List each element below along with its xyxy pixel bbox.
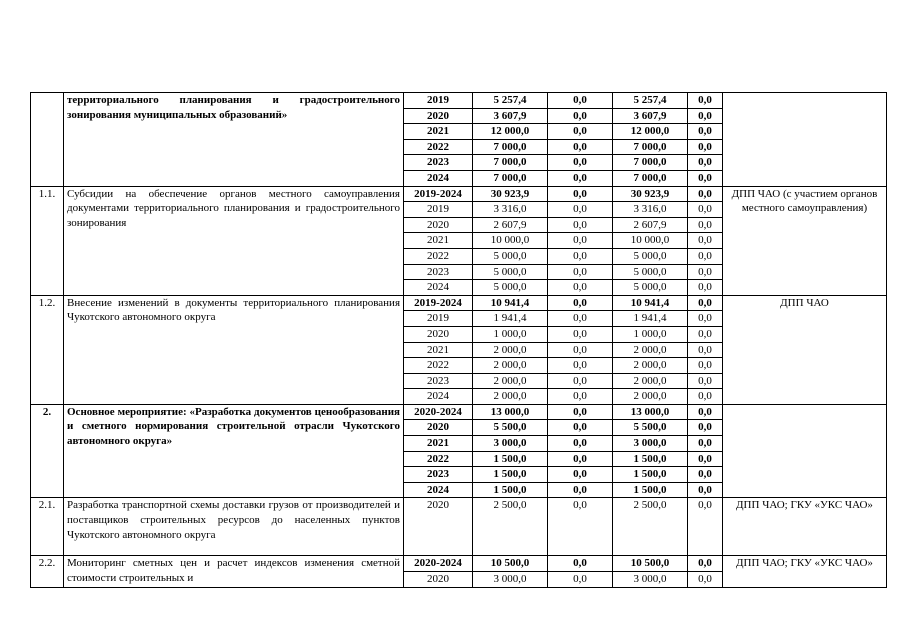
funding-source-2-cell: 10 000,0 [613,233,688,249]
funding-source-3-cell: 0,0 [688,93,723,109]
year-cell: 2024 [404,482,473,498]
year-cell: 2023 [404,467,473,483]
total-funding-cell: 10 500,0 [473,556,548,572]
year-cell: 2020-2024 [404,404,473,420]
funding-source-1-cell: 0,0 [548,170,613,186]
funding-source-1-cell: 0,0 [548,248,613,264]
funding-source-1-cell: 0,0 [548,556,613,572]
year-cell: 2020 [404,498,473,556]
funding-source-2-cell: 2 000,0 [613,373,688,389]
funding-source-3-cell: 0,0 [688,139,723,155]
funding-source-3-cell: 0,0 [688,436,723,452]
funding-source-3-cell: 0,0 [688,186,723,202]
total-funding-cell: 13 000,0 [473,404,548,420]
year-cell: 2019-2024 [404,186,473,202]
item-number: 1.1. [31,186,64,295]
year-cell: 2020 [404,108,473,124]
total-funding-cell: 2 607,9 [473,217,548,233]
funding-source-1-cell: 0,0 [548,108,613,124]
item-number [31,93,64,187]
total-funding-cell: 1 500,0 [473,451,548,467]
total-funding-cell: 7 000,0 [473,170,548,186]
funding-source-2-cell: 2 500,0 [613,498,688,556]
year-cell: 2024 [404,170,473,186]
funding-source-2-cell: 10 941,4 [613,295,688,311]
year-cell: 2022 [404,451,473,467]
responsible-executor: ДПП ЧАО; ГКУ «УКС ЧАО» [723,498,887,556]
year-cell: 2019 [404,202,473,218]
funding-source-1-cell: 0,0 [548,436,613,452]
funding-source-3-cell: 0,0 [688,295,723,311]
funding-source-2-cell: 7 000,0 [613,170,688,186]
total-funding-cell: 5 000,0 [473,280,548,296]
year-cell: 2019 [404,93,473,109]
year-cell: 2024 [404,389,473,405]
funding-source-3-cell: 0,0 [688,202,723,218]
year-cell: 2020 [404,217,473,233]
funding-source-1-cell: 0,0 [548,202,613,218]
year-cell: 2024 [404,280,473,296]
funding-source-3-cell: 0,0 [688,108,723,124]
funding-source-1-cell: 0,0 [548,124,613,140]
funding-source-2-cell: 3 607,9 [613,108,688,124]
funding-source-3-cell: 0,0 [688,170,723,186]
funding-source-3-cell: 0,0 [688,155,723,171]
funding-source-1-cell: 0,0 [548,186,613,202]
funding-source-3-cell: 0,0 [688,342,723,358]
funding-source-2-cell: 5 257,4 [613,93,688,109]
funding-source-1-cell: 0,0 [548,280,613,296]
funding-source-1-cell: 0,0 [548,311,613,327]
funding-source-1-cell: 0,0 [548,572,613,588]
year-cell: 2020 [404,572,473,588]
funding-source-1-cell: 0,0 [548,233,613,249]
total-funding-cell: 1 500,0 [473,482,548,498]
funding-source-2-cell: 30 923,9 [613,186,688,202]
table-row [31,186,887,202]
funding-source-1-cell: 0,0 [548,139,613,155]
year-cell: 2023 [404,373,473,389]
total-funding-cell: 10 000,0 [473,233,548,249]
total-funding-cell: 12 000,0 [473,124,548,140]
funding-source-2-cell: 2 000,0 [613,358,688,374]
funding-source-2-cell: 7 000,0 [613,139,688,155]
item-number: 2. [31,404,64,498]
total-funding-cell: 7 000,0 [473,139,548,155]
total-funding-cell: 5 257,4 [473,93,548,109]
table-row [31,404,887,420]
total-funding-cell: 1 000,0 [473,326,548,342]
table-row [31,498,887,556]
funding-source-3-cell: 0,0 [688,451,723,467]
funding-source-3-cell: 0,0 [688,482,723,498]
funding-source-2-cell: 2 607,9 [613,217,688,233]
total-funding-cell: 1 500,0 [473,467,548,483]
total-funding-cell: 5 000,0 [473,264,548,280]
funding-source-1-cell: 0,0 [548,420,613,436]
funding-source-2-cell: 5 000,0 [613,248,688,264]
funding-source-1-cell: 0,0 [548,217,613,233]
funding-source-1-cell: 0,0 [548,342,613,358]
funding-source-3-cell: 0,0 [688,311,723,327]
funding-source-3-cell: 0,0 [688,264,723,280]
funding-source-2-cell: 5 500,0 [613,420,688,436]
table-row [31,93,887,109]
item-description: Разработка транспортной схемы доставки грузов от производителей и поставщиков строительных ресурсов до населенных пунктов Чукотского автономного округа [64,498,404,556]
total-funding-cell: 2 000,0 [473,373,548,389]
funding-source-2-cell: 2 000,0 [613,342,688,358]
funding-source-2-cell: 7 000,0 [613,155,688,171]
funding-source-1-cell: 0,0 [548,451,613,467]
funding-source-2-cell: 10 500,0 [613,556,688,572]
total-funding-cell: 2 000,0 [473,342,548,358]
funding-source-1-cell: 0,0 [548,358,613,374]
year-cell: 2020-2024 [404,556,473,572]
total-funding-cell: 2 000,0 [473,358,548,374]
table-row [31,556,887,572]
year-cell: 2021 [404,436,473,452]
funding-source-2-cell: 2 000,0 [613,389,688,405]
funding-source-3-cell: 0,0 [688,498,723,556]
total-funding-cell: 3 000,0 [473,572,548,588]
funding-source-3-cell: 0,0 [688,420,723,436]
funding-source-3-cell: 0,0 [688,404,723,420]
funding-source-2-cell: 13 000,0 [613,404,688,420]
funding-source-1-cell: 0,0 [548,93,613,109]
funding-source-2-cell: 5 000,0 [613,280,688,296]
item-description: Основное мероприятие: «Разработка документов ценообразования и сметного нормирования строительной отрасли Чукотского автономного округа» [64,404,404,498]
total-funding-cell: 5 000,0 [473,248,548,264]
total-funding-cell: 1 941,4 [473,311,548,327]
year-cell: 2021 [404,233,473,249]
funding-source-3-cell: 0,0 [688,556,723,572]
responsible-executor [723,404,887,498]
funding-source-2-cell: 1 500,0 [613,467,688,483]
responsible-executor: ДПП ЧАО; ГКУ «УКС ЧАО» [723,556,887,587]
total-funding-cell: 3 000,0 [473,436,548,452]
funding-source-2-cell: 3 000,0 [613,572,688,588]
program-funding-table [30,92,887,588]
funding-source-3-cell: 0,0 [688,572,723,588]
item-description: Внесение изменений в документы территориального планирования Чукотского автономного округа [64,295,404,404]
year-cell: 2021 [404,342,473,358]
funding-source-2-cell: 3 316,0 [613,202,688,218]
funding-source-1-cell: 0,0 [548,467,613,483]
funding-source-1-cell: 0,0 [548,264,613,280]
funding-source-3-cell: 0,0 [688,280,723,296]
funding-source-3-cell: 0,0 [688,248,723,264]
item-description: Мониторинг сметных цен и расчет индексов изменения сметной стоимости строительных и [64,556,404,587]
year-cell: 2023 [404,264,473,280]
funding-source-1-cell: 0,0 [548,326,613,342]
year-cell: 2021 [404,124,473,140]
funding-source-2-cell: 1 941,4 [613,311,688,327]
item-number: 1.2. [31,295,64,404]
table-row [31,295,887,311]
funding-source-1-cell: 0,0 [548,295,613,311]
item-description: территориального планирования и градостроительного зонирования муниципальных образований» [64,93,404,187]
year-cell: 2020 [404,326,473,342]
total-funding-cell: 7 000,0 [473,155,548,171]
funding-source-2-cell: 12 000,0 [613,124,688,140]
item-number: 2.2. [31,556,64,587]
funding-source-2-cell: 1 500,0 [613,451,688,467]
year-cell: 2019 [404,311,473,327]
total-funding-cell: 10 941,4 [473,295,548,311]
funding-source-2-cell: 3 000,0 [613,436,688,452]
responsible-executor: ДПП ЧАО (с участием органов местного самоуправления) [723,186,887,295]
funding-source-2-cell: 1 000,0 [613,326,688,342]
funding-source-3-cell: 0,0 [688,373,723,389]
funding-source-3-cell: 0,0 [688,217,723,233]
funding-source-2-cell: 5 000,0 [613,264,688,280]
funding-source-3-cell: 0,0 [688,326,723,342]
item-description: Субсидии на обеспечение органов местного самоуправления документами территориального планирования и градостроительного зонирования [64,186,404,295]
funding-source-1-cell: 0,0 [548,404,613,420]
table-body [31,93,887,588]
total-funding-cell: 2 000,0 [473,389,548,405]
year-cell: 2022 [404,248,473,264]
funding-source-3-cell: 0,0 [688,233,723,249]
year-cell: 2022 [404,358,473,374]
total-funding-cell: 5 500,0 [473,420,548,436]
funding-source-3-cell: 0,0 [688,389,723,405]
funding-source-1-cell: 0,0 [548,389,613,405]
funding-source-1-cell: 0,0 [548,498,613,556]
funding-source-3-cell: 0,0 [688,358,723,374]
funding-source-2-cell: 1 500,0 [613,482,688,498]
funding-source-3-cell: 0,0 [688,467,723,483]
funding-source-1-cell: 0,0 [548,482,613,498]
total-funding-cell: 30 923,9 [473,186,548,202]
year-cell: 2019-2024 [404,295,473,311]
item-number: 2.1. [31,498,64,556]
responsible-executor [723,93,887,187]
responsible-executor: ДПП ЧАО [723,295,887,404]
year-cell: 2022 [404,139,473,155]
year-cell: 2023 [404,155,473,171]
total-funding-cell: 3 316,0 [473,202,548,218]
funding-source-3-cell: 0,0 [688,124,723,140]
total-funding-cell: 2 500,0 [473,498,548,556]
year-cell: 2020 [404,420,473,436]
total-funding-cell: 3 607,9 [473,108,548,124]
funding-source-1-cell: 0,0 [548,373,613,389]
funding-source-1-cell: 0,0 [548,155,613,171]
